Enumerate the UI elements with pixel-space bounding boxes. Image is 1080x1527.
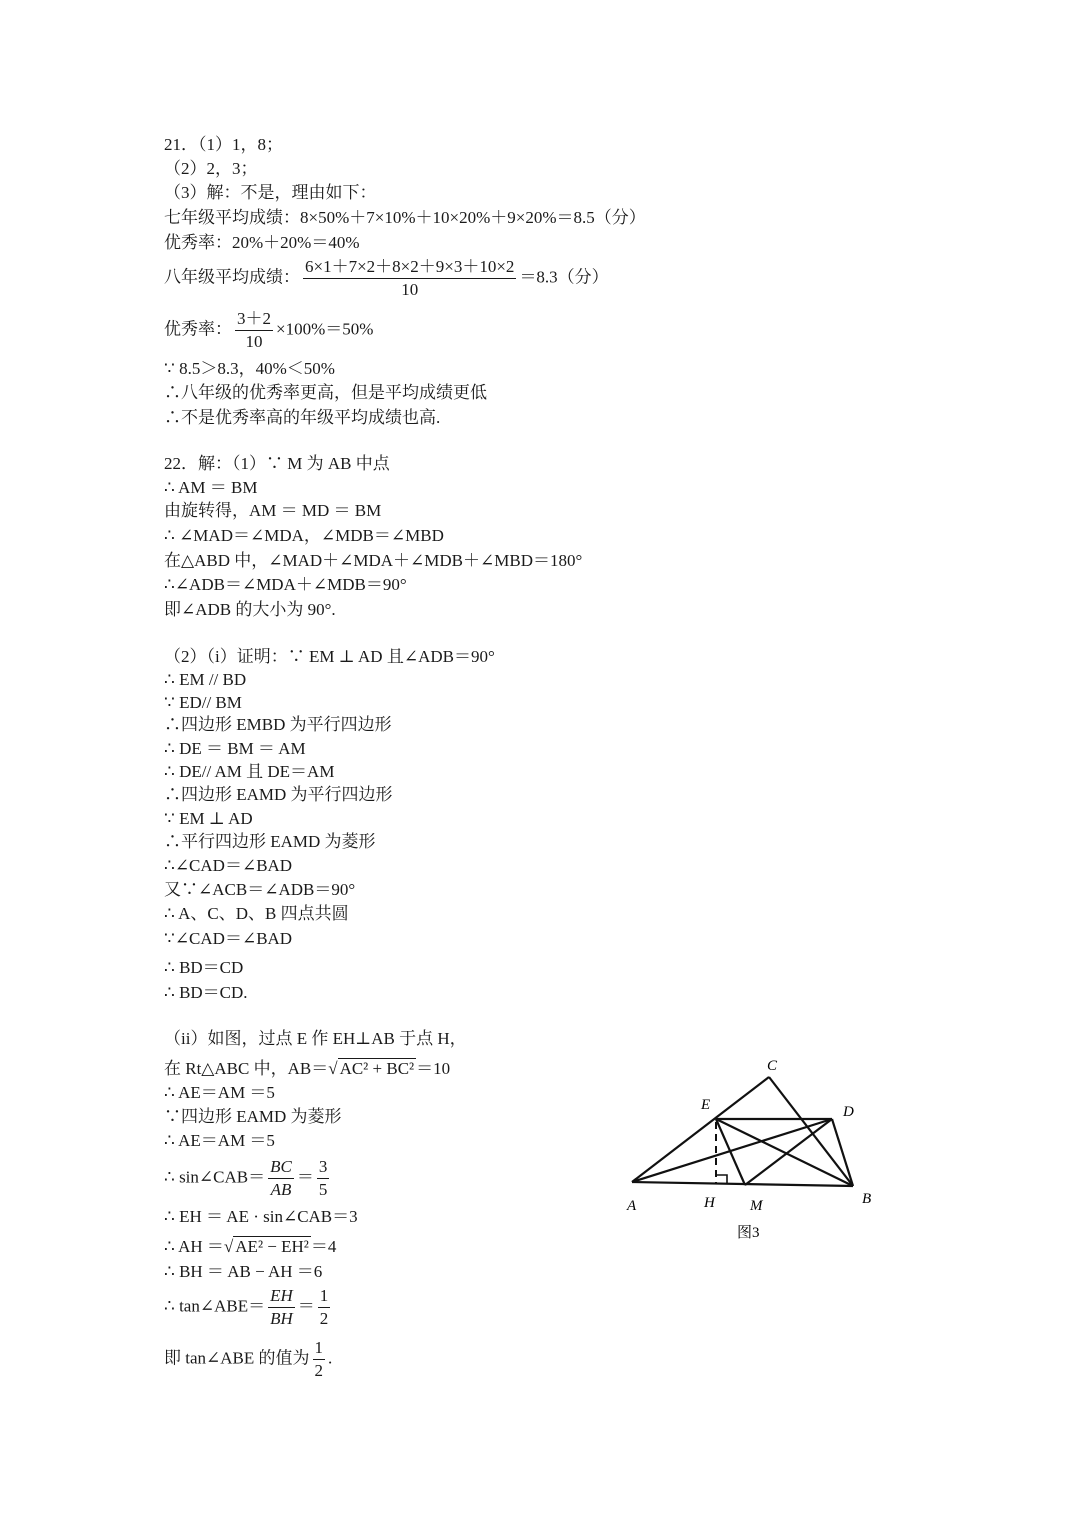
point-label-b: B <box>862 1191 872 1207</box>
q22-p1-line-7: 即∠ADB 的大小为 90°. <box>164 600 336 619</box>
final-suffix: . <box>328 1348 333 1368</box>
q22-p2i-line-7: ∴四边形 EAMD 为平行四边形 <box>164 785 393 804</box>
ab-result: ＝10 <box>416 1059 451 1078</box>
fraction-numerator: 3 <box>317 1156 330 1179</box>
point-label-c: C <box>767 1058 778 1074</box>
q21-line-1: 21．（1）1，8； <box>164 135 283 154</box>
figure-lines <box>632 1077 853 1186</box>
ah-sqrt: AE² − EH² <box>235 1237 309 1256</box>
grade8-rate-result: ×100%＝50% <box>276 319 374 339</box>
fraction-denominator: AB <box>270 1180 292 1199</box>
q22-p2ii-line-8: ∴ AH ＝√ AE² − EH² ＝4 <box>164 1237 337 1256</box>
q22-p2i-line-11: 又∵∠ACB＝∠ADB＝90° <box>164 880 356 899</box>
q22-p2i-line-4: ∴四边形 EMBD 为平行四边形 <box>164 715 392 734</box>
sin-prefix: ∴ sin∠CAB＝ <box>164 1167 266 1187</box>
q22-p2i-line-15: ∴ BD＝CD. <box>164 983 248 1002</box>
q22-p2ii-line-7: ∴ EH ＝ AE · sin∠CAB＝3 <box>164 1207 358 1226</box>
q22-p2ii-line-3: ∴ AE＝AM ＝5 <box>164 1083 275 1102</box>
q22-p2i-line-8: ∵ EM ⊥ AD <box>164 809 253 828</box>
fraction-denominator: 10 <box>401 280 419 299</box>
q22-p2i-line-3: ∵ ED// BM <box>164 693 242 712</box>
fraction-denominator: 5 <box>318 1180 328 1199</box>
ah-result: ＝4 <box>310 1237 337 1256</box>
q22-p2i-line-2: ∴ EM // BD <box>164 670 247 689</box>
grade8-average-result: ＝8.3（分） <box>519 267 609 287</box>
q22-p1-line-3: 由旋转得，AM ＝ MD ＝ BM <box>164 501 382 520</box>
q21-line-3: （3）解：不是，理由如下： <box>164 183 377 202</box>
fraction-numerator: 1 <box>313 1337 326 1360</box>
q22-p2i-line-6: ∴ DE// AM 且 DE＝AM <box>164 762 335 781</box>
fraction-denominator: 10 <box>245 332 263 351</box>
q22-p2ii-line-4: ∵四边形 EAMD 为菱形 <box>164 1107 342 1126</box>
q21-line-2: （2）2，3； <box>164 159 258 178</box>
q22-p2i-line-14: ∴ BD＝CD <box>164 958 244 977</box>
q22-p1-line-6: ∴∠ADB＝∠MDA＋∠MDB＝90° <box>164 575 407 594</box>
q22-p2ii-line-5: ∴ AE＝AM ＝5 <box>164 1131 275 1150</box>
q22-p1-line-2: ∴ AM ＝ BM <box>164 478 258 497</box>
q21-conclusion-3: ∴不是优秀率高的年级平均成绩也高. <box>164 408 441 427</box>
q22-p1-line-1: 22．解：（1）∵ M 为 AB 中点 <box>164 454 390 473</box>
point-label-h: H <box>704 1195 715 1211</box>
fraction-denominator: BH <box>270 1309 293 1328</box>
q22-p2i-line-12: ∴ A、C、D、B 四点共圆 <box>164 904 349 923</box>
q21-conclusion-1: ∵ 8.5＞8.3，40%＜50% <box>164 359 335 378</box>
point-label-m: M <box>750 1198 763 1214</box>
fraction-numerator: 6×1＋7×2＋8×2＋9×3＋10×2 <box>303 256 516 279</box>
ab-sqrt: AC² + BC² <box>339 1059 415 1078</box>
q22-p2i-line-10: ∴∠CAD＝∠BAD <box>164 856 293 875</box>
fraction-numerator: EH <box>268 1285 295 1308</box>
q22-p1-line-5: 在△ABD 中，∠MAD＋∠MDA＋∠MDB＋∠MBD＝180° <box>164 551 583 570</box>
point-label-a: A <box>627 1198 637 1214</box>
point-label-d: D <box>843 1104 854 1120</box>
fraction-numerator: 1 <box>318 1285 331 1308</box>
q22-p2i-line-1: （2）（i）证明：∵ EM ⊥ AD 且∠ADB＝90° <box>164 647 495 666</box>
fraction-denominator: 2 <box>319 1309 329 1328</box>
q21-grade7-rate: 优秀率：20%＋20%＝40% <box>164 233 360 252</box>
equals: ＝ <box>296 1167 314 1187</box>
q22-p1-line-4: ∴ ∠MAD＝∠MDA，∠MDB＝∠MBD <box>164 526 444 545</box>
q22-p2i-line-5: ∴ DE ＝ BM ＝ AM <box>164 739 306 758</box>
final-prefix: 即 tan∠ABE 的值为 <box>164 1348 310 1368</box>
grade8-average-label: 八年级平均成绩： <box>164 267 300 287</box>
ab-prefix: 在 Rt△ABC 中，AB＝ <box>164 1059 329 1078</box>
figure-caption: 图3 <box>737 1225 760 1241</box>
q21-conclusion-2: ∴八年级的优秀率更高，但是平均成绩更低 <box>164 383 487 402</box>
q22-p2i-line-9: ∴平行四边形 EAMD 为菱形 <box>164 832 376 851</box>
fraction-numerator: BC <box>268 1156 294 1179</box>
q21-grade7-average: 七年级平均成绩：8×50%＋7×10%＋10×20%＋9×20%＝8.5（分） <box>164 208 646 227</box>
tan-prefix: ∴ tan∠ABE＝ <box>164 1296 266 1316</box>
fraction-numerator: 3＋2 <box>235 308 273 331</box>
ah-prefix: ∴ AH ＝ <box>164 1237 224 1256</box>
fraction-denominator: 2 <box>314 1361 324 1380</box>
q22-p2ii-line-2: 在 Rt△ABC 中，AB＝√ AC² + BC² ＝10 <box>164 1059 451 1078</box>
point-label-e: E <box>701 1097 711 1113</box>
equals: ＝ <box>297 1296 315 1316</box>
grade8-rate-label: 优秀率： <box>164 319 232 339</box>
q22-p2ii-line-9: ∴ BH ＝ AB − AH ＝6 <box>164 1262 323 1281</box>
q22-p2i-line-13: ∵∠CAD＝∠BAD <box>164 929 293 948</box>
right-angle-mark <box>716 1175 727 1183</box>
q22-p2ii-line-1: （ii）如图，过点 E 作 EH⊥AB 于点 H， <box>164 1029 467 1048</box>
